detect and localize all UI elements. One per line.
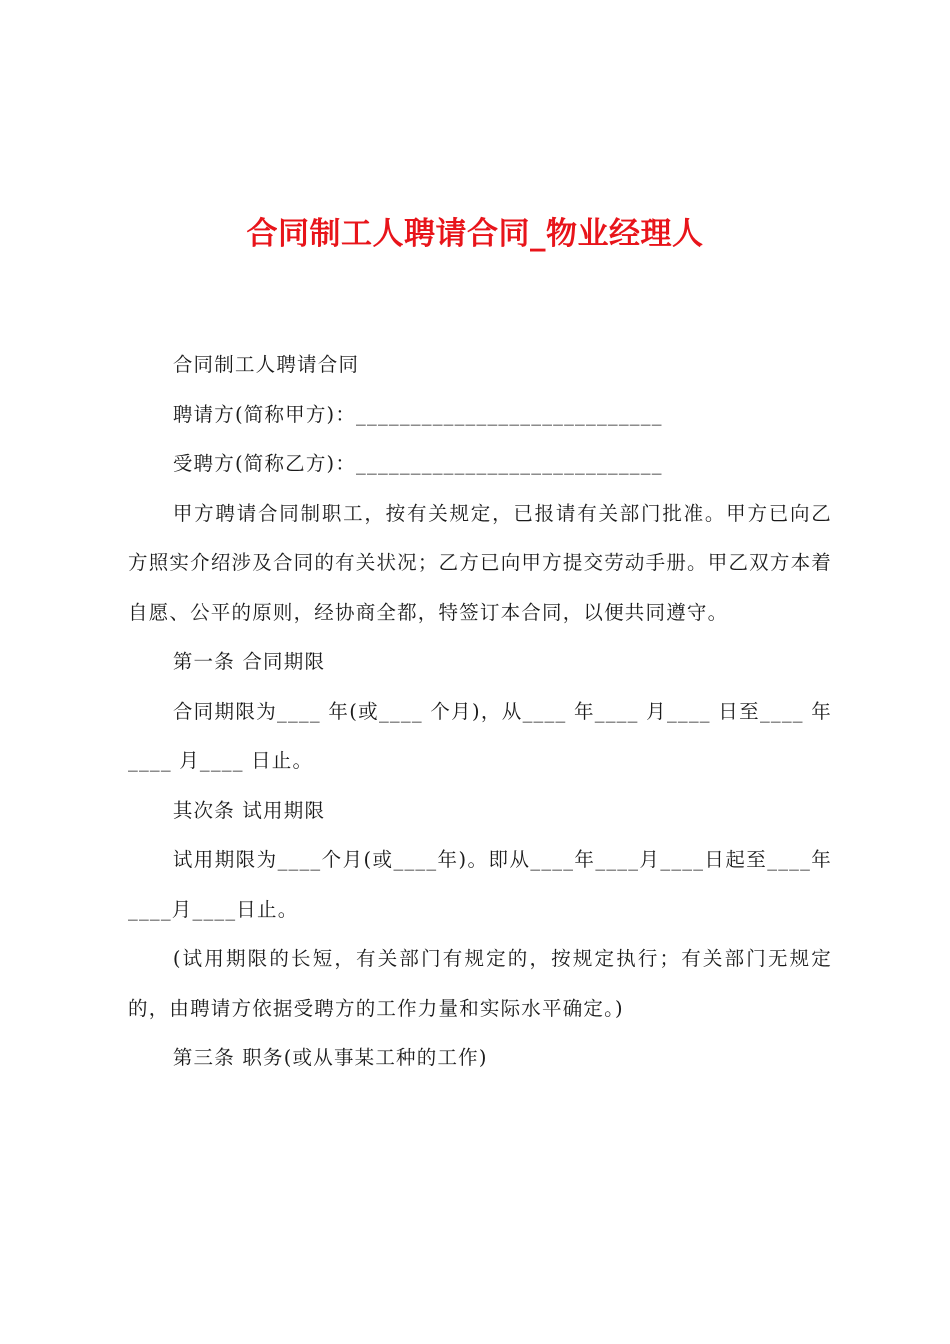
article-3-heading: 第三条 职务(或从事某工种的工作) bbox=[172, 1046, 488, 1069]
employee-line: 受聘方(简称乙方)：____________________________ bbox=[172, 452, 663, 475]
article-2-body: 试用期限为____个月(或____年)。即从____年____月____日起至____年____月____日止。 bbox=[128, 848, 832, 921]
preamble-paragraph: 甲方聘请合同制职工，按有关规定，已报请有关部门批准。甲方已向乙方照实介绍涉及合同的有关状况；乙方已向甲方提交劳动手册。甲乙双方本着自愿、公平的原则，经协商全都，特签订本合同，以便共同遵守。 bbox=[128, 501, 832, 624]
document-title: 合同制工人聘请合同_物业经理人 bbox=[246, 216, 704, 252]
article-1-heading: 第一条 合同期限 bbox=[172, 650, 326, 673]
employer-line: 聘请方(简称甲方)：____________________________ bbox=[172, 402, 663, 426]
document-body bbox=[128, 340, 832, 1083]
article-2-note: (试用期限的长短，有关部门有规定的，按规定执行；有关部门无规定的，由聘请方依据受聘方的工作力量和实际水平确定。) bbox=[128, 947, 832, 1020]
article-2-heading: 其次条 试用期限 bbox=[172, 798, 326, 822]
contract-name-line: 合同制工人聘请合同 bbox=[172, 353, 360, 376]
article-1-body: 合同期限为____ 年(或____ 个月)，从____ 年____ 月____ 日至____ 年____ 月____ 日止。 bbox=[128, 699, 832, 772]
